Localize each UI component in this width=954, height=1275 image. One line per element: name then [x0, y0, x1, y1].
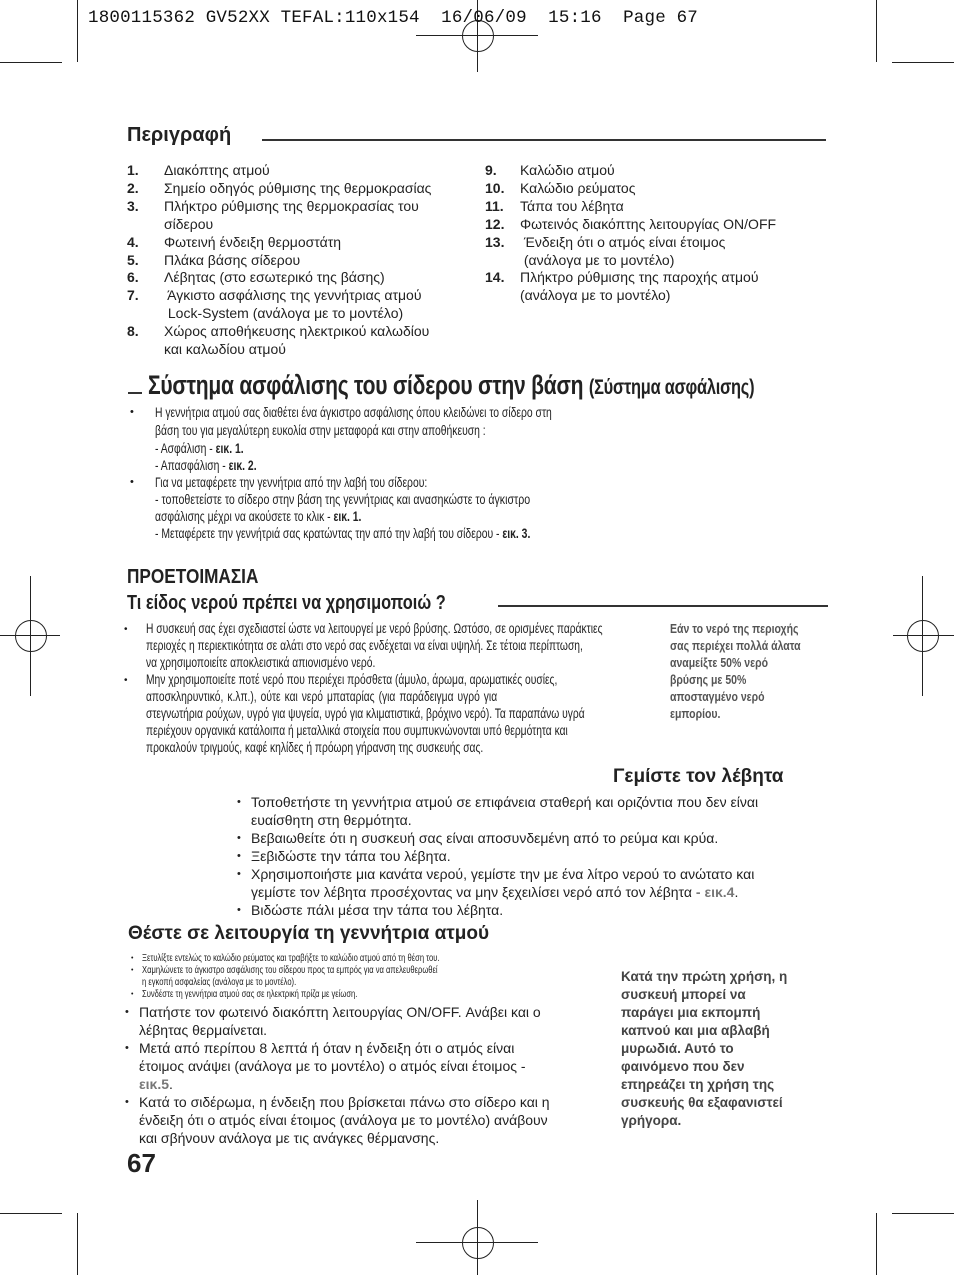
- operate-ref-end: .: [169, 1076, 173, 1092]
- part-label: Πλήκτρο ρύθμισης της παροχής ατμού: [520, 269, 759, 285]
- part-number: 13.: [485, 234, 505, 250]
- fill-step: [237, 901, 837, 919]
- section-title-operate: Θέστε σε λειτουργία τη γεννήτρια ατμού: [128, 923, 490, 944]
- water-bullet-2: •: [124, 675, 128, 686]
- lock-step-lock-text: - Ασφάλιση -: [155, 440, 216, 456]
- sidenote-line: καπνού και μια αβλαβή: [621, 1023, 770, 1038]
- water-bullet-1: •: [124, 624, 128, 635]
- sidenote-line: παράγει μια εκπομπή: [621, 1005, 761, 1020]
- fill-list: [237, 793, 837, 919]
- part-number: 5.: [127, 252, 139, 268]
- fill-step: [237, 829, 837, 847]
- sidenote-line: εμπορίου.: [670, 707, 721, 721]
- section-rule-water: [498, 605, 828, 607]
- sidenote-line: συσκευή μπορεί να: [621, 987, 746, 1002]
- part-label: Διακόπτης ατμού: [164, 162, 270, 178]
- part-number: 2.: [127, 180, 139, 196]
- part-label-cont: σίδερου: [164, 216, 214, 232]
- part-number: 11.: [485, 198, 504, 214]
- part-label: Σημείο οδηγός ρύθμισης της θερμοκρασίας: [164, 180, 432, 196]
- part-label: Πλάκα βάσης σίδερου: [164, 252, 301, 268]
- operate-step-line: • Μετά από περίπου 8 λεπτά ή όταν η ένδειξη ότι ο ατμός είναι: [139, 1040, 515, 1056]
- water-p2-l4: περιέχουν οργανικά κατάλοιπα ή μεταλλικά στοιχεία που συμπυκνώνονται υπό θερμότητα και: [146, 723, 568, 738]
- lock-step-lock: [155, 440, 244, 456]
- fill-step-line: • Ξεβιδώστε την τάπα του λέβητα.: [251, 848, 451, 864]
- operate-step-line: λέβητας θερμαίνεται.: [139, 1022, 268, 1038]
- print-slug-line: 1800115362 GV52XX TEFAL:110x154 16/06/09 15:16 Page 67: [88, 8, 698, 28]
- operate-small-line: Χαμηλώνετε το άγκιστρο ασφάλισης του σίδερου προς τα εμπρός για να απελευθερωθεί: [142, 965, 438, 976]
- section-rule-description: [262, 139, 826, 141]
- sidenote-line: βρύσης με 50%: [670, 673, 747, 687]
- section-rule-lock: [128, 392, 142, 394]
- part-label-cont: Lock-System (ανάλογα με το μοντέλο): [164, 305, 404, 321]
- operate-step: [125, 1003, 615, 1039]
- section-title-lock: [148, 370, 754, 401]
- lock-step-unlock: [155, 457, 257, 473]
- part-number: 4.: [127, 234, 139, 250]
- part-number: 8.: [127, 323, 139, 339]
- part-label: Τάπα του λέβητα: [520, 198, 624, 214]
- operate-step: [125, 1039, 615, 1093]
- sidenote-line: αναμείξτε 50% νερό: [670, 656, 769, 670]
- sidenote-line: Κατά την πρώτη χρήση, η: [621, 969, 788, 984]
- part-number: 10.: [485, 180, 505, 196]
- fill-step-line: • Βιδώστε πάλι μέσα την τάπα του λέβητα.: [251, 902, 504, 918]
- water-p2-l2: αποσκληρυντικό, κ.λπ.), ούτε και νερό μπαταρίας (για παράδειγμα υγρό για: [146, 689, 498, 704]
- fill-step: [237, 847, 837, 865]
- part-number: 9.: [485, 162, 497, 178]
- figure-ref: εικ. 1.: [215, 440, 244, 456]
- operate-step: [125, 1093, 615, 1147]
- operate-step-line: • Πατήστε τον φωτεινό διακόπτη λειτουργίας ON/OFF. Ανάβει και ο: [139, 1004, 541, 1020]
- lock-text-2: Για να μεταφέρετε την γεννήτρια από την λαβή του σίδερου:: [155, 474, 428, 490]
- sidenote-line: Εάν το νερό της περιοχής: [670, 622, 799, 636]
- lock-step-carry-1a: - τοποθετείστε το σίδερο στην βάση της γεννήτριας και ανασηκώστε το άγκιστρο: [155, 491, 531, 507]
- part-label: Φωτεινός διακόπτης λειτουργίας ON/OFF: [520, 216, 777, 232]
- operate-ref-line: [139, 1075, 615, 1093]
- lock-step-carry-1b: [155, 508, 361, 524]
- fill-step-line-with-ref: [251, 883, 837, 901]
- fill-step: [237, 865, 837, 901]
- lock-bullet-2: •: [130, 476, 134, 488]
- part-label: Χώρος αποθήκευσης ηλεκτρικού καλωδίου: [164, 323, 430, 339]
- fill-step-line: γεμίστε τον λέβητα προσέχοντας να μην ξεχειλίσει νερό από τον λέβητα: [251, 884, 696, 900]
- part-label: Φωτεινή ένδειξη θερμοστάτη: [164, 234, 342, 250]
- lock-step-carry-2: [155, 525, 530, 541]
- sidenote-line: φαινόμενο που δεν: [621, 1059, 745, 1074]
- sidenote-line: μυρωδιά. Αυτό το: [621, 1041, 734, 1056]
- fill-step-line: ευαίσθητη στη θερμότητα.: [251, 812, 412, 828]
- page-number: 67: [127, 1148, 156, 1178]
- water-p2-l3: στεγνωτήρια ρούχων, υγρό για ψυγεία, υγρό για κλιματιστικά, βρόχινο νερό). Τα παραπάνω υγρά: [146, 706, 585, 721]
- part-label: Καλώδιο ρεύματος: [520, 180, 636, 196]
- section-title-description: Περιγραφή: [127, 124, 232, 146]
- lock-title-sub: (Σύστημα ασφάλισης): [588, 376, 755, 399]
- part-label-cont: (ανάλογα με το μοντέλο): [520, 287, 671, 303]
- figure-ref: - εικ.4: [695, 884, 735, 900]
- operate-small-line: Συνδέστε τη γεννήτρια ατμού σας σε ηλεκτρική πρίζα με γείωση.: [142, 989, 358, 1000]
- part-label: Ένδειξη ότι ο ατμός είναι έτοιμος: [520, 234, 726, 250]
- sidenote-line: επηρεάζει τη χρήση της: [621, 1077, 775, 1092]
- fill-step-line: • Τοποθετήστε τη γεννήτρια ατμού σε επιφάνεια σταθερή και οριζόντια που δεν είναι: [251, 794, 759, 810]
- bullet: •: [131, 967, 134, 974]
- water-p1-l2: περιοχές η περιεκτικότητα σε αλάτι στο νερό σας ενδέχεται να είναι υψηλή. Σε τέτοια περίπτωση,: [146, 638, 583, 653]
- figure-ref: εικ. 2.: [228, 457, 257, 473]
- part-number: 12.: [485, 216, 505, 232]
- section-heading-preparation: ΠΡΟΕΤΟΙΜΑΣΙΑ: [127, 566, 259, 588]
- sidenote-line: γρήγορα.: [621, 1113, 682, 1128]
- water-p2-l1: Μην χρησιμοποιείτε ποτέ νερό που περιέχει πρόσθετα (άμυλο, άρωμα, αρωματικές ουσίες,: [146, 672, 558, 687]
- lock-step-carry-1b-text: ασφάλισης μέχρι να ακούσετε το κλικ -: [155, 508, 334, 524]
- part-label-cont: και καλωδίου ατμού: [164, 341, 286, 357]
- fill-step-line: • Χρησιμοποιήστε μια κανάτα νερού, γεμίστε την με ένα λίτρο νερού το ανώτατο και: [251, 866, 755, 882]
- fill-ref-end: .: [734, 884, 739, 900]
- part-label: Άγκιστο ασφάλισης της γεννήτριας ατμού: [164, 287, 422, 303]
- sidenote-line: συσκευής θα εξαφανιστεί: [621, 1095, 783, 1110]
- part-number: 7.: [127, 287, 139, 303]
- fill-step: [237, 793, 837, 829]
- section-title-water: Τι είδος νερού πρέπει να χρησιμοποιώ ?: [127, 592, 446, 614]
- figure-ref: εικ.5: [139, 1076, 170, 1092]
- sidenote-line: σας περιέχει πολλά άλατα: [670, 639, 801, 653]
- section-title-fill: Γεμίστε τον λέβητα: [613, 766, 784, 787]
- operate-small-line: Ξετυλίξτε εντελώς το καλώδιο ρεύματος και τραβήξτε το καλώδιο ατμού από τη θέση του.: [142, 953, 440, 964]
- water-p1-l3: να χρησιμοποιείτε αποκλειστικά απιονισμένο νερό.: [146, 655, 376, 670]
- water-p1-l1: Η συσκευή σας έχει σχεδιαστεί ώστε να λειτουργεί με νερό βρύσης. Ωστόσο, σε ορισμένες παράκτιες: [146, 621, 603, 636]
- operate-list: [125, 1003, 615, 1147]
- figure-ref: εικ. 3.: [502, 525, 531, 541]
- part-number: 1.: [127, 162, 139, 178]
- operate-step-line: ένδειξη ότι ο ατμός είναι έτοιμος (ανάλογα με το μοντέλο) ανάβουν: [139, 1112, 548, 1128]
- lock-step-unlock-text: - Απασφάλιση -: [155, 457, 229, 473]
- operate-step-line: • Κατά το σιδέρωμα, η ένδειξη που βρίσκεται πάνω στο σίδερο και η: [139, 1094, 550, 1110]
- operate-step-line: και σβήνουν ανάλογα με τις ανάγκες θέρμανσης.: [139, 1130, 440, 1146]
- lock-text-1a: Η γεννήτρια ατμού σας διαθέτει ένα άγκιστρο ασφάλισης όπου κλειδώνει το σίδερο στη: [155, 404, 552, 420]
- operate-small-line: η εγκοπή ασφαλείας (ανάλογα με το μοντέλο).: [142, 977, 297, 988]
- part-label: Καλώδιο ατμού: [520, 162, 615, 178]
- part-number: 3.: [127, 198, 139, 214]
- water-p2-l5: προκαλούν τριγμούς, καφέ κηλίδες ή πρόωρη γήρανση της συσκευής σας.: [146, 740, 484, 755]
- lock-step-carry-2-text: - Μεταφέρετε την γεννήτριά σας κρατώντας την από την λαβή του σίδερου -: [155, 525, 503, 541]
- fill-step-line: • Βεβαιωθείτε ότι η συσκευή σας είναι αποσυνδεμένη από το ρεύμα και κρύα.: [251, 830, 719, 846]
- sidenote-line: αποσταγμένο νερό: [670, 690, 765, 704]
- lock-bullet-1: •: [130, 406, 134, 418]
- lock-title-main: Σύστημα ασφάλισης του σίδερου στην βάση: [148, 370, 584, 400]
- part-number: 6.: [127, 269, 139, 285]
- figure-ref: εικ. 1.: [333, 508, 362, 524]
- part-label: Πλήκτρο ρύθμισης της θερμοκρασίας του: [164, 198, 419, 214]
- bullet: •: [131, 991, 134, 998]
- operate-step-line: έτοιμος ανάψει (ανάλογα με το μοντέλο) ο ατμός είναι έτοιμος -: [139, 1058, 526, 1074]
- part-label-cont: (ανάλογα με το μοντέλο): [520, 252, 675, 268]
- part-label: Λέβητας (στο εσωτερικό της βάσης): [164, 269, 385, 285]
- part-number: 14.: [485, 269, 505, 285]
- lock-text-1b: βάση του για μεγαλύτερη ευκολία στην μεταφορά και στην αποθήκευση :: [155, 422, 486, 438]
- bullet: •: [131, 955, 134, 962]
